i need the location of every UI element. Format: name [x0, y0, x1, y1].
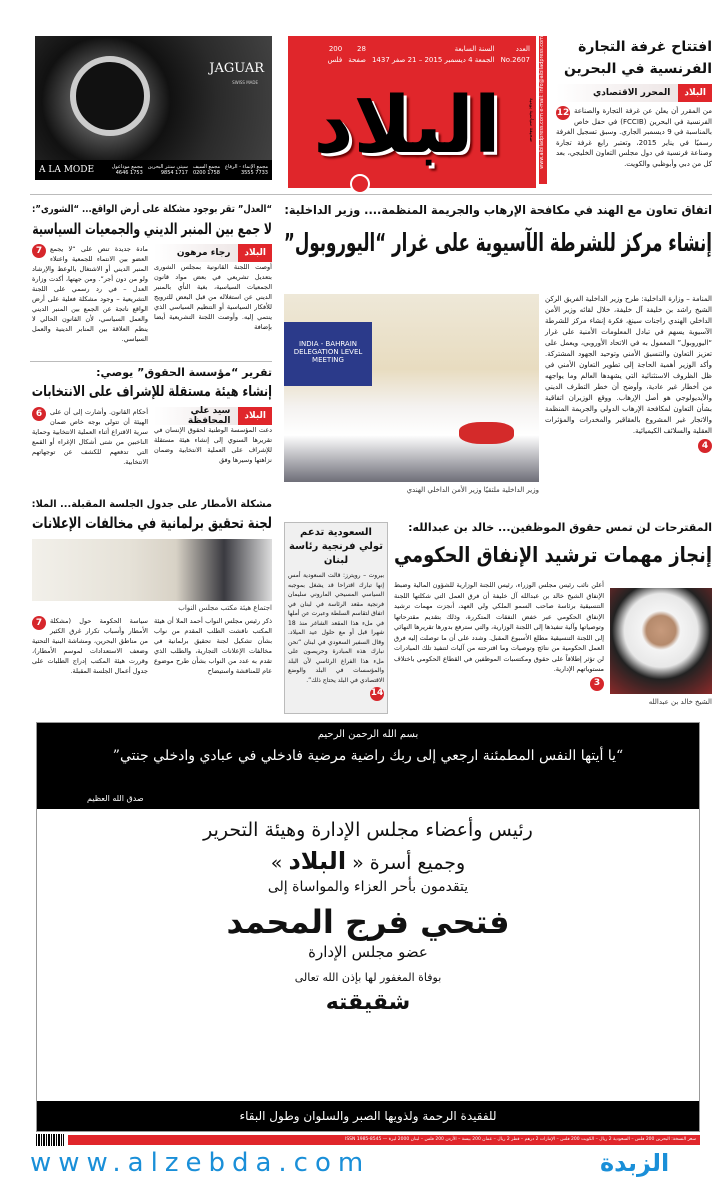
- issue-info: العدد No.2607 السنة السابعة الجمعة 4 ديسمبر 2015 – 21 صفر 1437 28 صفحة 200 فلس: [327, 45, 530, 64]
- kicker: اتفاق تعاون مع الهند في مكافحة الإرهاب والجريمة المنظمة.... وزير الداخلية:: [284, 203, 712, 217]
- page-number[interactable]: 3: [590, 677, 604, 691]
- verse-band: [37, 723, 699, 809]
- body: 6 أحكام القانون. وأشارت إلى أن على الهيئة أن تتولى بوجه خاص ضمان سرية الاقتراع أثناء العملية الانتخابية وحماية الناخبين من شتى أشكال الإغراء أو القمع التي تدفعهم للكشف عن توجهاتهم الانتخابية.: [32, 408, 148, 466]
- basmala: بسم الله الرحمن الرحيم: [317, 729, 419, 740]
- barcode: [36, 1134, 64, 1146]
- divider: [30, 194, 712, 195]
- body: أوصت اللجنة القانونية بمجلس الشورى بتعديل تشريعي في بعض مواد قانون الجمعيات السياسية، بغية النأي بالمنبر الديني عن استغلاله من قبل البعض للترويج للأفكار السياسية أو التنظيم السياسي الذي ينتمي إليه. وأوصت اللجنة التشريعية أيضا بإضافة: [154, 263, 272, 331]
- left-story-1[interactable]: [32, 203, 272, 344]
- page-number[interactable]: 4: [698, 439, 712, 453]
- obituary-line: رئيس وأعضاء مجلس الإدارة وهيئة التحرير: [203, 819, 533, 841]
- newspaper-logo: البلاد: [313, 81, 501, 171]
- albilad-logo: البلاد: [288, 847, 347, 875]
- page-number[interactable]: 6: [32, 407, 46, 421]
- tagline: صحيفة سياسية يومية: [528, 98, 534, 142]
- body: بيروت – رويترز: قالت السعودية أمس إنها تبارك اقتراحا قد يشغل بموجبه السياسي المسيحي الماروني سليمان فرنجية مقعد الرئاسة في لبنان في اتفاق لتقاسم السلطة وعبرت عن أملها في ملء هذا المقعد الشاغر منذ 18 شهرا قبل أو مع حلول عيد الميلاد. وقال السفير السعودي في لبنان “نحن نبارك هذه المبادرة وحريصون على ملء هذا الفراغ الرئاسي لأن البلد والمؤسسات في البلد والوضع الاقتصادي في البلد يحتاج ذلك”. 14: [288, 571, 384, 701]
- byline: البلاد رجاء مرهون: [154, 244, 272, 262]
- byline: البلاد سيد علي المحافظة: [154, 407, 272, 425]
- verse: “يا أيتها النفس المطمئنة ارجعي إلى ربك راضية مرضية فادخلي في عبادي وادخلي جنتي”: [112, 748, 624, 764]
- headline[interactable]: إنشاء مركز للشرطة الآسيوية على غرار “اليوروبول”: [283, 228, 712, 257]
- khalid-photo[interactable]: [610, 588, 712, 694]
- obituary-relation: شقيقته: [325, 990, 411, 1015]
- obituary-line: وجميع أسرة « البلاد »: [270, 847, 466, 875]
- store-logo: A LA MODE: [39, 165, 95, 175]
- photo-caption: اجتماع هيئة مكتب مجلس النواب: [178, 604, 272, 612]
- top-story[interactable]: [556, 36, 712, 169]
- kicker: تقرير “مؤسسة الحقوق” يوصي:: [96, 366, 272, 379]
- byline: البلاد المحرر الاقتصادي: [556, 84, 712, 102]
- page-number[interactable]: 14: [370, 687, 384, 701]
- saudi-box[interactable]: [284, 522, 388, 714]
- photo-caption: الشيخ خالد بن عبدالله: [648, 698, 712, 706]
- branch: مجمع السيف 1758 0200: [192, 164, 220, 176]
- body: ذكر رئيس مجلس النواب أحمد الملا أن هيئة المكتب ناقشت الطلب المقدم من نواب بشأن تشكيل لجنة تحقيق برلمانية في مخالفات الإعلانات التجارية، والطلب الذي تقدم به عدد من النواب بشأن طرح موضوع عام للمناقشة واستيضاح: [154, 617, 272, 675]
- branch: سيتي سنتر البحرين 1717 9854: [147, 164, 188, 176]
- divider: [30, 361, 272, 362]
- verse-end: صدق الله العظيم: [87, 794, 144, 803]
- ad-footer: [35, 160, 272, 180]
- watermark-logo: الزبدة: [600, 1149, 670, 1177]
- masthead: [288, 36, 536, 188]
- photo-caption: وزير الداخلية ملتقيًا وزير الأمن الداخلي الهندي: [406, 486, 539, 494]
- branch-list: [112, 164, 268, 176]
- page-number[interactable]: 7: [32, 244, 46, 258]
- watermark-url[interactable]: www.alzebda.com: [30, 1148, 371, 1178]
- deceased-relative-name: فتحي فرج المحمد: [226, 903, 510, 941]
- logo-dot: [350, 174, 370, 194]
- body: دعت المؤسسة الوطنية لحقوق الإنسان في تقريرها السنوي إلى إنشاء هيئة مستقلة للإشراف على العملية الانتخابية وضمان نزاهتها وسيرها وفق: [154, 426, 272, 464]
- headline[interactable]: افتتاح غرفة التجارة الفرنسية في البحرين: [563, 39, 712, 77]
- obituary-line: بوفاة المغفور لها بإذن الله تعالى: [294, 971, 442, 984]
- body: 7 مادة جديدة تنص على “لا يجمع العضو بين الانتماء للجمعية واعتلاء المنبر الديني أو الاشتغال بالوعظ والإرشاد ولو من دون أجر”. ومن جهتها، أكدت وزارة العدل – في رد رسمي على اللجنة التشريعية – وجود مشكلة فعلية على أرض الواقع ناتجة عن الجمع بين المنبر الديني والعمل السياسي، لأن القانون الحالي لا ينظم العلاقة بين المنابر الدينية والعمل السياسي.: [32, 245, 148, 343]
- page-number[interactable]: 7: [32, 616, 46, 630]
- body: 12 من المقرر أن يعلن عن غرفة التجارة والصناعة الفرنسية في البحرين (FCCIB) في حفل خاص بالمناسبة في 9 ديسمبر الجاري. وسبق تسجيل الغرفة رسميًا في يناير 2015، وتعتبر رابع غرفة تجارة وصناعة فرنسية في دول مجلس التعاون الخليجي، بعد كل من دبي وأبوظبي والكويت.: [556, 107, 712, 168]
- obituary: [36, 722, 700, 1132]
- obituary-line: يتقدمون بأحر العزاء والمواساة إلى: [267, 879, 469, 895]
- watch-image: [70, 56, 150, 136]
- flowers: [459, 422, 514, 444]
- kicker: المقترحات لن تمس حقوق الموظفين... خالد بن عبدالله:: [408, 521, 712, 534]
- body: المنامة – وزارة الداخلية: طرح وزير الداخلية الفريق الركن الشيخ راشد بن خليفة آل خليفة، خلال لقائه وزير الأمن الداخلي الهندي راجنات سينغ، فكرة إنشاء مركز للشرطة الآسيوية يسهم في تبادل المعلومات الأمنية على غرار “اليوروبول” المعمول به في الاتحاد الأوروبي، ويعمل على تعزيز التعاون والتنسيق الأمني وتوحيد الجهود المشتركة. وأكد الوزير أهمية الحاجة إلى تطوير التعاون الأمني في ظل الظروف الاستثنائية التي يشهدها العالم وما يواجهه من أخطار غير عادية، وأوضح أن خطر التطرف الديني والأيديولوجي هو أصل الإرهاب. ووقع الوزيران اتفاقية بشأن التعاون لمكافحة الإرهاب الدولي والجريمة المنظمة والاتجار غير المشروع بالعقاقير والمخدرات والمؤثرات العقلية والسلائف الكيميائية. 4: [545, 294, 712, 453]
- price-strip: سعر النسخة: البحرين 200 فلس – السعودية 2 ريال – الكويت 200 فلس – الإمارات 2 درهم – قطر 2 ريال – عمان 200 بيسة – الأردن 200 فلس – لبنان 2000 ليرة — ISSN 1985-8545: [68, 1135, 700, 1145]
- condolence-band: للفقيدة الرحمة ولذويها الصبر والسلوان وطول البقاء: [37, 1101, 699, 1131]
- branch: مجمع الإنماء - الرفاع 7733 3555: [225, 164, 268, 176]
- obituary-line: عضو مجلس الإدارة: [308, 943, 428, 961]
- kicker: مشكلة الأمطار على جدول الجلسة المقبلة... الملا:: [31, 499, 273, 510]
- page-number[interactable]: 12: [556, 106, 570, 120]
- headline[interactable]: السعودية تدعم تولي فرنجية رئاسة لبنان: [289, 527, 383, 566]
- main-story[interactable]: [283, 202, 712, 494]
- left-story-3[interactable]: [32, 498, 272, 676]
- body: 7 سياسة الحكومة حول (مشكلة الأمطار وأسباب تكرار غرق الكثير من مناطق البحرين، ومشاشة البنية التحتية وضعف الاستعدادات لموسم الأمطار)، وقررت هيئة المكتب إدراج الطلبات على جدول أعمال الجلسة المقبلة.: [32, 617, 148, 675]
- body: أعلن نائب رئيس مجلس الوزراء، رئيس اللجنة الوزارية للشؤون المالية وضبط الإنفاق الشيخ خالد بن عبدالله آل خليفة أن فرق العمل التي شكلتها اللجنة التنسيقية برئاسة صاحب السمو الملكي ولي العهد، أنجزت مهمات ترشيد الإنفاق الحكومي عبر خفض النفقات المتكررة، وذلك بتقديم مقترحاتها وتوصياتها وآلية تنفيذها إلى اللجنة الوزارية، والتي سترفع بدورها تقريرها النهائي إلى اللجنة التنسيقية مطلع الأسبوع المقبل. وشدد على أن ما توصلت إليه فرق العمل الحكومية من نتائج وتوصيات وما اقترحته من آليات لتنفيذ تلك المبادرات لن تؤثر إطلاقاً على حقوق ومكتسبات الموظفين في القطاع الحكومي باختلاف مستوياتهم الإدارية. 3: [394, 580, 604, 691]
- brand-sub: SWISS MADE: [232, 80, 258, 85]
- meeting-photo[interactable]: [32, 539, 272, 601]
- kicker: “العدل” تقر بوجود مشكلة على أرض الواقع... “الشورى”:: [32, 204, 273, 215]
- banner: INDIA - BAHRAIN DELEGATION LEVEL MEETING: [284, 322, 372, 386]
- jaguar-logo: JAGUAR: [209, 61, 264, 76]
- left-story-2[interactable]: [32, 366, 272, 467]
- headline[interactable]: إنشاء هيئة مستقلة للإشراف على الانتخابات: [31, 384, 273, 400]
- branch: مجمع موداعول 1753 4646: [111, 164, 143, 176]
- khalid-story[interactable]: [393, 520, 712, 706]
- headline[interactable]: لا جمع بين المنبر الديني والجمعيات السياسية: [32, 220, 272, 238]
- headline[interactable]: لجنة تحقيق برلمانية في مخالفات الإعلانات: [32, 514, 272, 532]
- side-strip[interactable]: www.albiladpress.com e-mail: info@albiladpress.com: [539, 36, 547, 184]
- jaguar-ad[interactable]: [35, 36, 272, 180]
- meeting-photo[interactable]: [284, 294, 539, 482]
- headline[interactable]: إنجاز مهمات ترشيد الإنفاق الحكومي: [393, 543, 712, 567]
